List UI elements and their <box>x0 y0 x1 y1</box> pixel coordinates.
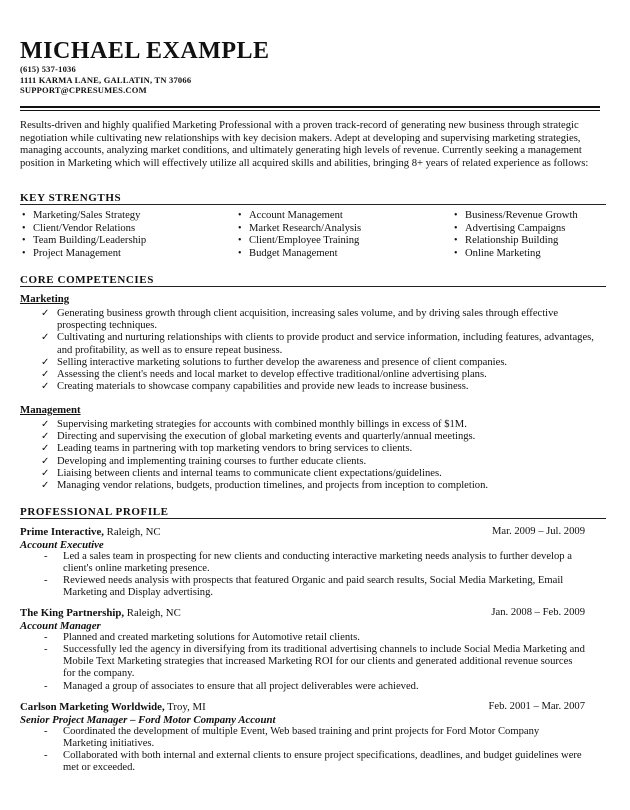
dash-icon: - <box>44 750 48 762</box>
job-header <box>20 526 585 539</box>
strength-item: • Relationship Building <box>452 235 612 248</box>
check-icon: ✓ <box>41 308 50 319</box>
job-employer: Prime Interactive, Raleigh, NC <box>20 526 161 538</box>
check-icon: ✓ <box>41 356 50 368</box>
job-entry-prime-interactive <box>20 526 585 600</box>
check-icon: ✓ <box>41 443 50 455</box>
dash-icon: - <box>44 725 48 737</box>
check-icon: ✓ <box>41 369 50 381</box>
strength-item: • Client/Employee Training <box>236 235 452 248</box>
summary-paragraph: Results-driven and highly qualified Marketing Professional with a proven track-record of generating new business through strategic negotiation while cultivating new relationships with key decision makers. Adept at developing and supervising marketing strategies, managing accounts, analyzing market conditions, and ultimately generating high levels of revenue. Currently seeking a management position in Marketing which will effectively utilize all acquired skills and abilities, bringing 8+ years of related experience as follows: <box>20 120 589 169</box>
section-title-core-competencies: CORE COMPETENCIES <box>20 274 606 287</box>
list-item: ✓ Leading teams in partnering with top marketing vendors to bring services to clients. <box>41 443 413 455</box>
check-icon: ✓ <box>41 480 50 492</box>
resume-header <box>20 38 600 96</box>
check-icon: ✓ <box>41 381 50 393</box>
job-entry-carlson-marketing <box>20 701 585 775</box>
management-competency-list <box>20 419 605 492</box>
section-title-key-strengths: KEY STRENGTHS <box>20 192 606 205</box>
dash-icon: - <box>44 631 48 643</box>
list-item: - Managed a group of associates to ensure that all project deliverables were achieved. <box>44 680 419 692</box>
check-icon: ✓ <box>41 467 50 479</box>
list-item: - Collaborated with both internal and external clients to ensure project specifications, deadlines, and budget guidelines were met or exceeded. <box>44 750 582 774</box>
job-bullets <box>20 726 585 775</box>
list-item: ✓ Cultivating and nurturing relationships with clients to provide product and service information, including features, advantages, and profitability, as well as to ensure repeat business. <box>41 332 594 356</box>
strength-item: • Team Building/Leadership <box>20 235 236 248</box>
strength-item: • Advertising Campaigns <box>452 223 612 236</box>
section-title-professional-profile: PROFESSIONAL PROFILE <box>20 506 606 519</box>
header-divider-thin <box>20 110 600 111</box>
job-employer: Carlson Marketing Worldwide, Troy, MI <box>20 701 206 713</box>
dash-icon: - <box>44 643 48 655</box>
subhead-management: Management <box>20 404 81 416</box>
strengths-column-3 <box>452 210 612 260</box>
list-item: ✓ Assessing the client's needs and local market to develop effective traditional/online advertising plans. <box>41 369 487 381</box>
job-entry-king-partnership <box>20 607 585 693</box>
job-header <box>20 701 585 714</box>
contact-address: 1111 KARMA LANE, GALLATIN, TN 37066 <box>20 74 192 85</box>
check-icon: ✓ <box>41 332 50 344</box>
list-item: ✓ Generating business growth through client acquisition, increasing sales volume, and by driving sales through effective prospecting techniques. <box>41 308 559 332</box>
check-icon: ✓ <box>41 431 50 443</box>
job-bullets <box>20 632 585 693</box>
job-dates: Feb. 2001 – Mar. 2007 <box>488 701 585 712</box>
strength-item: • Business/Revenue Growth <box>452 210 612 223</box>
job-title: Senior Project Manager – Ford Motor Company Account <box>20 713 276 726</box>
job-title: Account Executive <box>20 538 104 551</box>
check-icon: ✓ <box>41 455 50 467</box>
strength-item: • Account Management <box>236 210 452 223</box>
strength-item: • Online Marketing <box>452 248 612 261</box>
list-item: ✓ Creating materials to showcase company capabilities and provide new leads to increase business. <box>41 381 469 393</box>
dash-icon: - <box>44 575 48 587</box>
strengths-column-1 <box>20 210 236 260</box>
job-title: Account Manager <box>20 619 101 632</box>
job-employer: The King Partnership, Raleigh, NC <box>20 607 181 619</box>
dash-icon: - <box>44 680 48 692</box>
job-header <box>20 607 585 620</box>
job-bullets <box>20 551 585 600</box>
strengths-column-2 <box>236 210 452 260</box>
list-item: ✓ Selling interactive marketing solutions to further develop the awareness and presence of client companies. <box>41 356 508 368</box>
strength-item: • Market Research/Analysis <box>236 223 452 236</box>
list-item: ✓ Directing and supervising the execution of global marketing events and quarterly/annual meetings. <box>41 431 476 443</box>
strength-item: • Budget Management <box>236 248 452 261</box>
header-divider-thick <box>20 106 600 108</box>
list-item: - Reviewed needs analysis with prospects that featured Organic and paid search results, Social Media Marketing, Email Marketing and Display advertising. <box>44 575 564 599</box>
list-item: ✓ Supervising marketing strategies for accounts with combined monthly billings in excess of $1M. <box>41 419 467 430</box>
list-item: ✓ Developing and implementing training courses to further educate clients. <box>41 455 367 467</box>
candidate-name: MICHAEL EXAMPLE <box>20 38 270 64</box>
dash-icon: - <box>44 550 48 562</box>
contact-email[interactable]: SUPPORT@CPRESUMES.COM <box>20 85 147 95</box>
list-item: - Coordinated the development of multiple Event, Web based training and print projects for Ford Motor Company Marketing initiatives. <box>44 725 540 749</box>
strength-item: • Client/Vendor Relations <box>20 223 236 236</box>
check-icon: ✓ <box>41 419 50 430</box>
key-strengths-grid <box>20 210 610 260</box>
strength-item: • Project Management <box>20 248 236 261</box>
list-item: - Led a sales team in prospecting for new clients and conducting interactive marketing needs analysis to further develop a client's online marketing presence. <box>44 550 572 574</box>
list-item: ✓ Managing vendor relations, budgets, production timelines, and projects from inception to completion. <box>41 480 489 492</box>
subhead-marketing: Marketing <box>20 293 70 305</box>
marketing-competency-list <box>20 308 605 393</box>
job-dates: Mar. 2009 – Jul. 2009 <box>492 526 585 537</box>
list-item: - Planned and created marketing solutions for Automotive retail clients. <box>44 631 360 643</box>
contact-phone: (615) 537-1036 <box>20 64 76 74</box>
list-item: - Successfully led the agency in diversifying from its traditional advertising channels to include Social Media Marketing and Mobile Text Marketing strategies that increased Marketing ROI for our clients and generated additional revenue sources for the company. <box>44 643 585 680</box>
strength-item: • Marketing/Sales Strategy <box>20 210 236 223</box>
list-item: ✓ Liaising between clients and internal teams to communicate client expectations/guidelines. <box>41 467 442 479</box>
job-dates: Jan. 2008 – Feb. 2009 <box>491 607 585 618</box>
